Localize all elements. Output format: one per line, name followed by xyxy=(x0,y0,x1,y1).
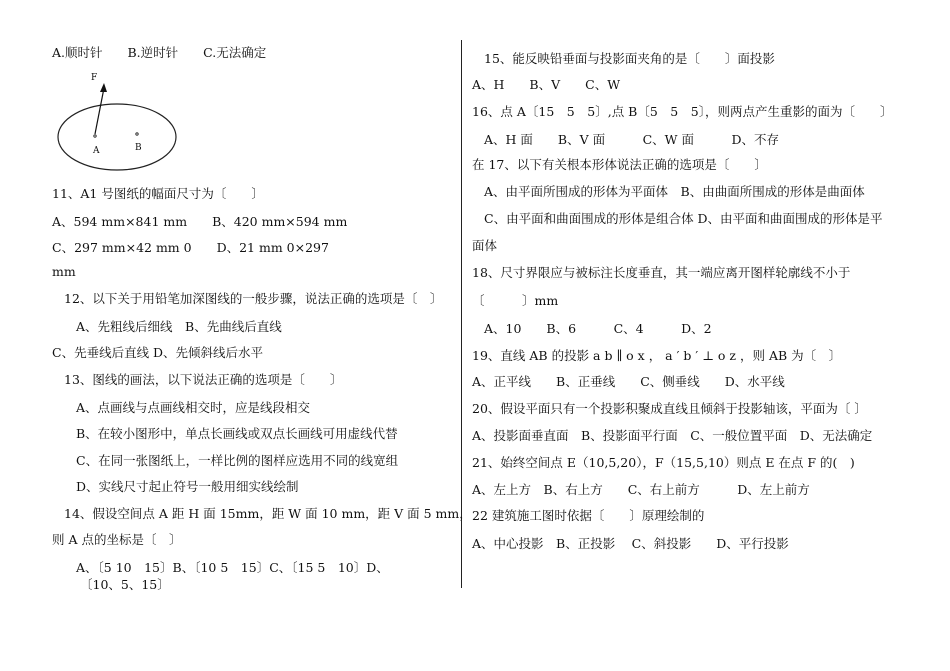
q17-question: 在 17、以下有关根本形体说法正确的选项是〔 〕 xyxy=(472,157,767,172)
q15-options: A、H B、V C、W xyxy=(472,77,621,92)
q11-options-cd: C、297 mm×42 mm 0 D、21 mm 0×297 xyxy=(52,240,329,255)
q14-options: A、〔5 10 15〕B、〔10 5 15〕C、〔15 5 10〕D、 xyxy=(76,560,389,575)
force-arrow xyxy=(95,88,104,134)
label-b: B xyxy=(135,143,142,153)
q21-options: A、左上方 B、右上方 C、右上前方 D、左上前方 xyxy=(472,482,810,497)
q17-options-cont: 面体 xyxy=(472,238,498,253)
q11-options-unit: mm xyxy=(52,264,76,279)
q21-question: 21、始终空间点 E（10,5,20），F（15,5,10）则点 E 在点 F 的( ) xyxy=(472,455,855,470)
q14-question: 14、假设空间点 A 距 H 面 15mm，距 W 面 10 mm，距 V 面 5 mm， xyxy=(64,506,472,521)
point-b xyxy=(136,133,138,135)
q12-options-ab: A、先粗线后细线 B、先曲线后直线 xyxy=(76,319,282,334)
q13-option-b: B、在较小图形中，单点长画线或双点长画线可用虚线代替 xyxy=(76,426,398,441)
q15-question: 15、能反映铅垂面与投影面夹角的是〔 〕面投影 xyxy=(484,51,775,66)
q13-question: 13、图线的画法，以下说法正确的选项是〔 〕 xyxy=(64,372,343,387)
q14-option-d: 〔10、5、15〕 xyxy=(80,577,170,592)
q13-option-d: D、实线尺寸起止符号一般用细实线绘制 xyxy=(76,479,299,494)
q18-options: A、10 B、6 C、4 D、2 xyxy=(484,321,712,336)
q17-options-cd: C、由平面和曲面围成的形体是组合体 D、由平面和曲面围成的形体是平 xyxy=(484,211,883,226)
q17-options-ab: A、由平面所围成的形体为平面体 B、由曲面所围成的形体是曲面体 xyxy=(484,184,865,199)
q16-question: 16、点 A〔15 5 5〕,点 B〔5 5 5〕，则两点产生重影的面为〔 〕 xyxy=(472,104,893,119)
q18-question-cont: 〔 〕mm xyxy=(472,293,559,308)
arrow-head xyxy=(100,83,107,92)
q13-option-a: A、点画线与点画线相交时，应是线段相交 xyxy=(76,400,311,415)
q22-options: A、中心投影 B、正投影 C、斜投影 D、平行投影 xyxy=(472,536,789,551)
q11-question: 11、A1 号图纸的幅面尺寸为〔 〕 xyxy=(52,186,264,201)
label-a: A xyxy=(93,146,100,156)
q14-question-cont: 则 A 点的坐标是〔 〕 xyxy=(52,532,182,547)
q12-options-cd: C、先垂线后直线 D、先倾斜线后水平 xyxy=(52,345,264,360)
q18-question: 18、尺寸界限应与被标注长度垂直，其一端应离开图样轮廓线不小于 xyxy=(472,265,851,280)
q19-question: 19、直线 AB 的投影 a b ∥ o x ， a ′ b ′ ⊥ o z ，则 AB 为〔 〕 xyxy=(472,348,842,363)
label-f: F xyxy=(91,73,98,83)
q13-option-c: C、在同一张图纸上，一样比例的图样应选用不同的线宽组 xyxy=(76,453,399,468)
q16-options: A、H 面 B、V 面 C、W 面 D、不存 xyxy=(484,132,779,147)
q19-options: A、正平线 B、正垂线 C、侧垂线 D、水平线 xyxy=(472,374,785,389)
q11-options-ab: A、594 mm×841 mm B、420 mm×594 mm xyxy=(52,214,348,229)
q10-options: A.顺时针 B.逆时针 C.无法确定 xyxy=(52,45,267,60)
q22-question: 22 建筑施工图时依据〔 〕原理绘制的 xyxy=(472,508,705,523)
ellipse-shape xyxy=(58,104,176,170)
q20-options: A、投影面垂直面 B、投影面平行面 C、一般位置平面 D、无法确定 xyxy=(472,428,873,443)
rotation-figure xyxy=(52,68,192,178)
q20-question: 20、假设平面只有一个投影积聚成直线且倾斜于投影轴该，平面为〔 〕 xyxy=(472,401,867,416)
q12-question: 12、以下关于用铅笔加深图线的一般步骤，说法正确的选项是〔 〕 xyxy=(64,291,443,306)
point-a xyxy=(94,135,96,137)
